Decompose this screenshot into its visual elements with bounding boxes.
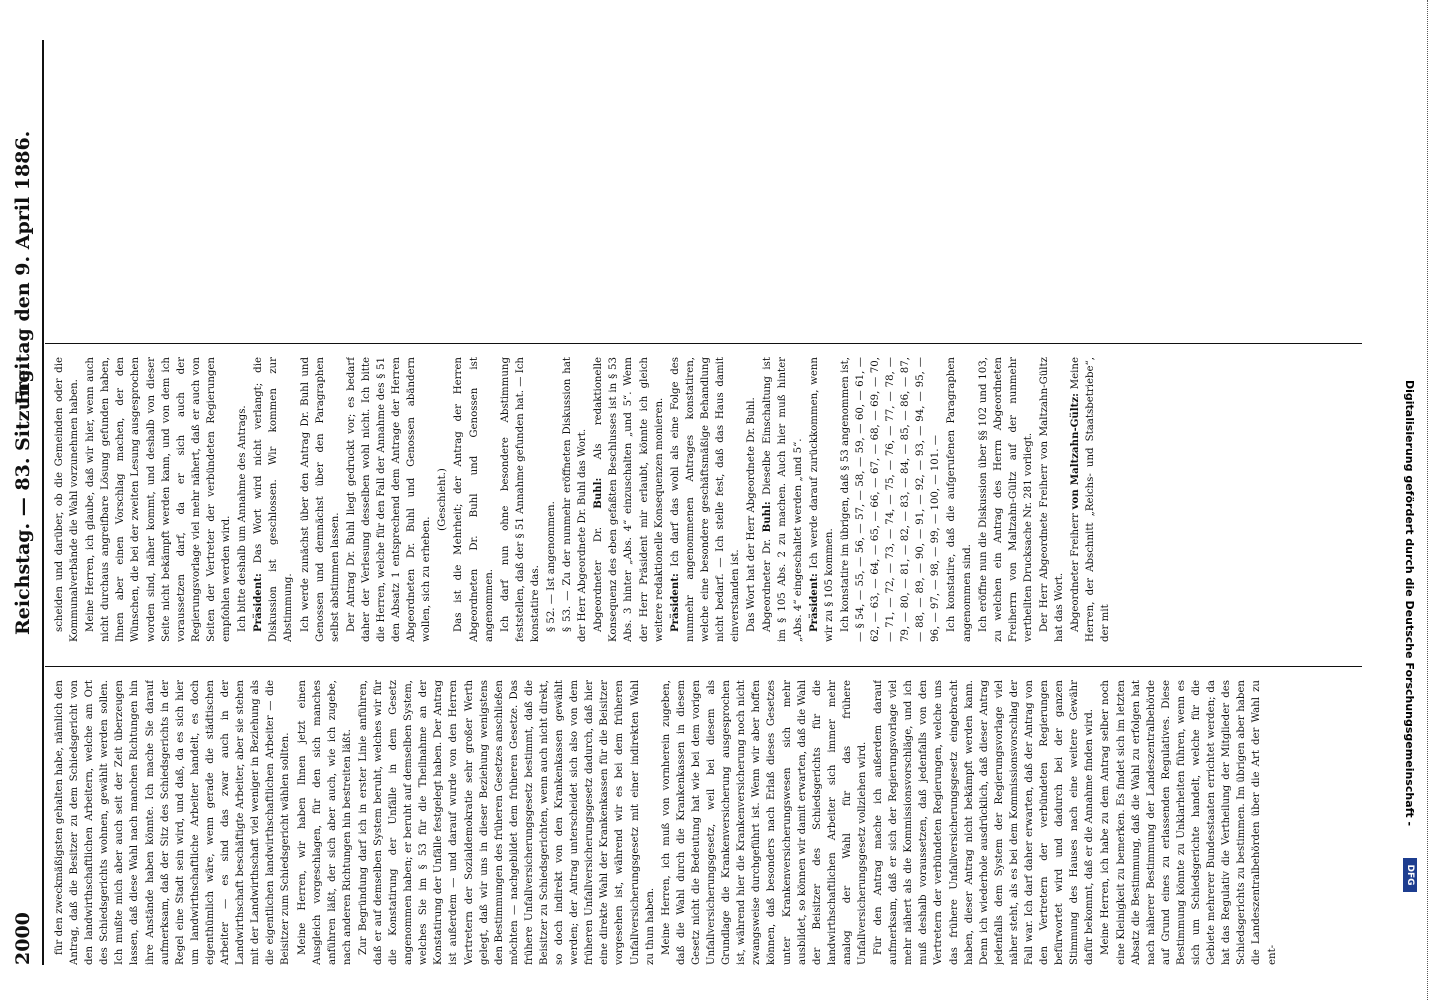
speaker-name: Präsident: xyxy=(668,573,681,632)
paragraph: Ich werde zunächst über den Antrag Dr. Buhl und Genossen und demnächst über den Paragraphen selbst abstimmen lassen. xyxy=(299,357,341,642)
speaker-name: von Maltzahn-Gültz: xyxy=(1069,393,1082,510)
paragraph: Ich eröffne nun die Diskussion über §§ 102 und 103, zu welchen ein Antrag des Herrn Abgeordneten Freiherrn von Maltzahn-Gültz auf der nunmehr vertheilten Drucksache Nr. 281 vorliegt. xyxy=(977,357,1034,642)
paragraph: Ich konstatire im übrigen, daß § 53 angenommen ist, — § 54, — 55, — 56, — 57, — 58, — 59, — 60, — 61, — 62, — 63, — 64, — 65, — 66, — 67, — 68, — 69, — 70, — 71, — 72, — 73, — 74, — 75, — 76, — 77, — 78, — 79, — 80, — 81, — 82, — 83, — 84, — 85, — 86, — 87, — 88, — 89, — 90, — 91, — 92, — 93, — 94, — 95, — 96, — 97, — 98, — 99, — 100, — 101. — xyxy=(839,357,942,642)
paragraph: Das Wort hat der Herr Abgeordnete Dr. Buhl. xyxy=(746,397,758,632)
paragraph: Zur Begründung darf ich in erster Linie anführen, daß er auf demselben System beruht, welches wir für die Konstatirung der Unfälle in dem Gesetz angenommen haben; er beruht auf demselben System, welches Sie im § 53 für die Theilnahme an der Konstatirung der Unfälle festgelegt haben. Der Antrag ist außerdem — und darauf wurde von den Herren Vertretern der Sozialdemokratie sehr großer Werth gelegt, daß wir uns in dieser Beziehung wenigstens den Bestimmungen des früheren Gesetzes anschließen möchten — nachgebildet dem früheren Gesetze. Das frühere Unfallversicherungsgesetz bestimmt, daß die Beisitzer zu Schiedsgerichten, wenn auch nicht direkt, so doch indirekt von den Krankenkassen gewählt werden; der Antrag unterscheidet sich also von dem früheren Unfallversicherungsgesetz dadurch, daß hier eine direkte Wahl der Krankenkassen für die Beisitzer vorgesehen ist, während wir es bei dem früheren Unfallversicherungsgesetz mit einer indirekten Wahl zu thun haben. xyxy=(357,680,656,965)
paragraph: scheiden und darüber, ob die Gemeinden oder die Kommunalverbände die Wahl vorzunehmen haben. xyxy=(54,357,81,642)
paragraph: Meine Herren, ich muß von vornherein zugeben, daß die Wahl durch die Krankenkassen in diesem Gesetz nicht die Bedeutung hat wie bei dem vorigen Unfallversicherungsgesetz, weil bei diesem als Grundlage die Krankenversicherung ausgesprochen ist, während hier die Krankenversicherung noch nicht zwangsweise durchgeführt ist. Wenn wir aber hoffen können, daß besonders nach Erlaß dieses Gesetzes unter Krankenversicherungswesen sich mehr ausbildet, so können wir damit erwarten, daß die Wahl der Beisitzer des Schiedsgerichts für die landwirthschaftlichen Arbeiter sich immer mehr analog der Wahl für das frühere Unfallversicherungsgesetz vollziehen wird. xyxy=(660,680,868,965)
paragraph: Präsident: Ich werde darauf zurückkommen, wenn wir zu § 105 kommen. xyxy=(807,357,835,642)
header-rule xyxy=(42,40,44,965)
digitization-notice: Digitalisierung gefördert durch die Deutsche Forschungsgemeinschaft - xyxy=(1403,380,1416,827)
paragraph: Der Antrag Dr. Buhl liegt gedruckt vor; es bedarf daher der Verlesung desselben wohl nicht. Ich bitte die Herren, welche für den Fall der Annahme des § 51 den Absatz 1 entsprechend dem Antrage der Herren Abgeordneten Dr. Buhl und Genossen abändern wollen, sich zu erheben. xyxy=(345,357,433,642)
text-column-left xyxy=(52,680,1362,965)
scan-footer xyxy=(1392,0,1432,1000)
paragraph: für den zweckmäßigsten gehalten habe, nämlich den Antrag, daß die Besitzer zu dem Schiedsgericht von den landwirthschaftlichen Arbeitern, welche am Ort des Schiedsgerichts wohnen, gewählt werden sollen. Ich mußte mich aber auch seit der Zeit überzeugen lassen, daß diese Wahl nach manchen Richtungen hin ihre Anstände haben könnte. Ich mache Sie darauf aufmerksam, daß der Sitz des Schiedsgerichts in der Regel eine Stadt sein wird, und daß, da es sich hier um landwirthschaftliche Arbeiter handelt, es doch eigenthümlich wäre, wenn gerade die städtischen Arbeiter — es sind das zwar auch in der Landwirthschaft beschäftigte Arbeiter, aber sie stehen mit der Landwirthschaft viel weniger in Beziehung als die eigentlichen landwirthschaftlichen Arbeiter — die Beisitzer zum Schiedsgericht wählen sollten. xyxy=(54,680,292,965)
paragraph: Ich bitte deshalb um Annahme des Antrags. xyxy=(237,405,249,632)
page-number: 2000 xyxy=(12,912,34,965)
paragraph: Abgeordneter Dr. Buhl: Als redaktionelle Konsequenz des eben gefaßten Beschlusses ist in § 53 Abs. 3 hinter „Abs. 4“ einzuschalten „und 5“. Wenn der Herr Präsident mir erlaubt, könnte ich gleich weitere redaktionelle Konsequenzen monieren. xyxy=(592,357,665,642)
paragraph: Ich konstatire, daß die aufgerufenen Paragraphen angenommen sind. xyxy=(946,357,973,642)
paragraph: § 52. — Ist angenommen. xyxy=(546,501,557,632)
paragraph: Ich darf nun ohne besondere Abstimmung feststellen, daß der § 51 Annahme gefunden hat. — Ich konstatire das. xyxy=(499,357,541,642)
paragraph: Präsident: Ich darf das wohl als eine Folge des nunmehr angenommenen Antrages konstatiren, welche eine besondere geschäftsmäßige Behandlung nicht bedarf. — Ich stelle fest, daß das Haus damit einverstanden ist. xyxy=(668,357,742,642)
speaker-name: Präsident: xyxy=(252,573,265,632)
header-date: Freitag den 9. April 1886. xyxy=(12,130,34,405)
paragraph: Abgeordneter Freiherr von Maltzahn-Gültz: Meine Herren, der Abschnitt „Reichs- und Staatsbetriebe“, der mit xyxy=(1069,357,1112,642)
page-header xyxy=(12,40,42,965)
dfg-logo: DFG xyxy=(1403,858,1417,892)
paragraph: Der Herr Abgeordnete Freiherr von Maltzahn-Gültz hat das Wort. xyxy=(1039,357,1066,642)
paragraph: Das ist die Mehrheit; der Antrag der Herren Abgeordneten Dr. Buhl und Genossen ist angenommen. xyxy=(453,357,495,642)
column-divider xyxy=(45,343,1362,344)
speaker-name: Buhl: xyxy=(761,501,774,533)
column-divider xyxy=(45,666,1362,667)
paragraph: Meine Herren, ich glaube, daß wir hier, wenn auch nicht durchaus angreifbare Lösung gefunden haben, Ihnen aber einen Vorschlag machen, der den Wünschen, die bei der zweiten Lesung ausgesprochen worden sind, näher kommt, und deshalb von dieser Seite nicht bekämpft werden kann, und von dem ich voraussetzen darf, da er sich auch der Regierungsvorlage viel mehr nähert, daß er auch von Seiten der Vertreter der verbündeten Regierungen empfohlen werden wird. xyxy=(85,357,233,642)
paragraph: Meine Herren, wir haben Ihnen jetzt einen Ausgleich vorgeschlagen, für den sich manches anführen läßt, der sich aber auch, wie ich zugebe, nach anderen Richtungen hin bestreiten läßt. xyxy=(296,680,353,965)
paragraph: Für den Antrag mache ich außerdem darauf aufmerksam, daß er sich der Regierungsvorlage viel mehr nähert als die Kommissionsvorschläge, und ich muß deshalb voraussetzen, daß jedenfalls von den Vertretern der verbündeten Regierungen, welche uns das frühere Unfallversicherungsgesetz eingebracht haben, dieser Antrag nicht bekämpft werden kann. Denn ich wiederhole ausdrücklich, daß dieser Antrag jedenfalls dem System der Regierungsvorlage viel näher steht, als es bei dem Kommissionsvorschlag der Fall war. Ich darf daher erwarten, daß der Antrag von den Vertretern der verbündeten Regierungen befürwortet wird und dadurch bei der ganzen Stimmung des Hauses nach eine weitere Gewähr dafür bekommt, daß er die Annahme finden wird. xyxy=(873,680,1096,965)
speaker-name: Präsident: xyxy=(807,573,820,632)
paragraph: (Geschieht.) xyxy=(437,468,449,531)
header-session: Reichstag. — 83. Sitzung. xyxy=(12,362,34,635)
paragraph: Präsident: Das Wort wird nicht verlangt; die Diskussion ist geschlossen. Wir kommen zur Abstimmung. xyxy=(252,357,295,642)
speaker-name: Buhl: xyxy=(592,477,605,509)
paragraph: § 53. — Zu der nunmehr eröffneten Diskussion hat der Herr Abgeordnete Dr. Buhl das Wort. xyxy=(562,357,589,642)
text-column-right xyxy=(52,357,1362,642)
paragraph: Meine Herren, ich habe zu dem Antrag selber noch eine Kleinigkeit zu bemerken. Es findet sich im letzten Absatz die Bestimmung, daß die Wahl zu erfolgen hat nach näherer Bestimmung der Landeszentralbehörde auf Grund eines zu erlassenden Regulatives. Diese Bestimmung könnte zu Unklarheiten führen, wenn es sich um Schiedsgerichte handelt, welche für die Gebiete mehrerer Bundesstaaten errichtet werden; da hat das Regulativ die Vertheilung der Mitglieder des Schiedsgerichts zu bestimmen. Im übrigen aber haben die Landeszentralbehörden über die Art der Wahl zu ent- xyxy=(1100,680,1278,965)
paragraph: Abgeordneter Dr. Buhl: Dieselbe Einschaltung ist im § 105 Abs. 2 zu machen. Auch hier muß hinter „Abs. 4“ eingeschaltet werden „und 5“. xyxy=(761,357,804,642)
